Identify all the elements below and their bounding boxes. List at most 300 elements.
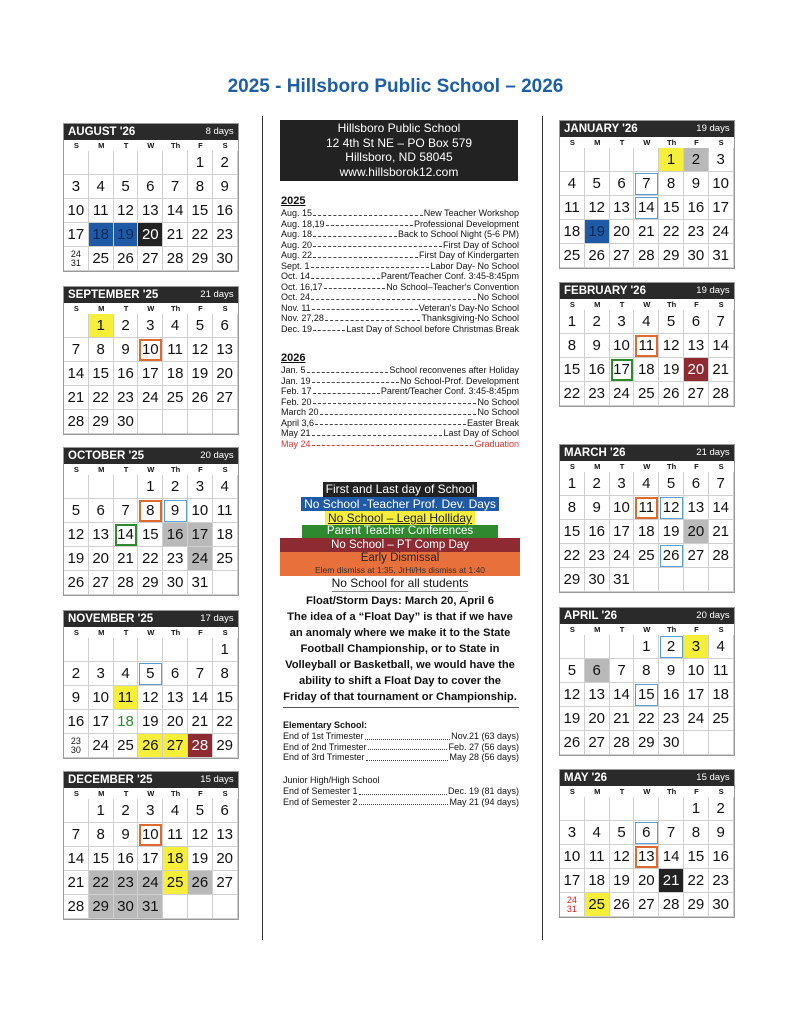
day-cell[interactable]: 6 xyxy=(684,472,709,496)
day-cell[interactable]: 16 xyxy=(585,520,610,544)
day-cell[interactable]: 26 xyxy=(188,386,213,410)
day-cell[interactable]: 22 xyxy=(659,220,684,244)
day-cell[interactable]: 22 xyxy=(89,871,114,895)
day-cell[interactable]: 21 xyxy=(188,710,213,734)
day-cell[interactable]: 2 xyxy=(114,799,139,823)
day-cell[interactable] xyxy=(138,410,163,434)
day-cell[interactable]: 11 xyxy=(89,199,114,223)
day-cell[interactable] xyxy=(114,151,139,175)
day-cell[interactable]: 7 xyxy=(709,310,734,334)
day-cell[interactable]: 4 xyxy=(213,475,238,499)
day-cell[interactable]: 14 xyxy=(659,845,684,869)
day-cell[interactable]: 3 xyxy=(560,821,585,845)
day-cell[interactable]: 5 xyxy=(138,662,163,686)
day-cell[interactable]: 10 xyxy=(709,172,734,196)
day-cell[interactable]: 31 xyxy=(709,244,734,268)
day-cell[interactable]: 6 xyxy=(213,314,238,338)
day-cell[interactable]: 16 xyxy=(659,683,684,707)
day-cell[interactable]: 21 xyxy=(114,547,139,571)
day-cell[interactable]: 28 xyxy=(64,895,89,919)
day-cell[interactable]: 6 xyxy=(634,821,659,845)
day-cell[interactable]: 23 xyxy=(213,223,238,247)
day-cell[interactable]: 13 xyxy=(684,334,709,358)
day-cell[interactable]: 7 xyxy=(634,172,659,196)
day-cell[interactable]: 17 xyxy=(188,523,213,547)
day-cell[interactable]: 19 xyxy=(659,358,684,382)
day-cell[interactable]: 12 xyxy=(585,196,610,220)
day-cell[interactable]: 14 xyxy=(64,847,89,871)
day-cell[interactable]: 5 xyxy=(560,659,585,683)
day-cell[interactable]: 29 xyxy=(188,247,213,271)
day-cell[interactable]: 18 xyxy=(163,847,188,871)
day-cell[interactable]: 10 xyxy=(138,338,163,362)
day-cell[interactable]: 2 xyxy=(709,797,734,821)
day-cell[interactable]: 20 xyxy=(89,547,114,571)
day-cell[interactable] xyxy=(659,568,684,592)
day-cell[interactable]: 12 xyxy=(64,523,89,547)
day-cell[interactable]: 12 xyxy=(188,823,213,847)
day-cell[interactable] xyxy=(138,638,163,662)
day-cell[interactable]: 30 xyxy=(163,571,188,595)
day-cell[interactable]: 3 xyxy=(684,635,709,659)
day-cell[interactable]: 11 xyxy=(709,659,734,683)
day-cell[interactable]: 6 xyxy=(89,499,114,523)
day-cell[interactable]: 19 xyxy=(560,707,585,731)
day-cell[interactable]: 27 xyxy=(213,871,238,895)
day-cell[interactable]: 7 xyxy=(188,662,213,686)
day-cell[interactable]: 4 xyxy=(709,635,734,659)
day-cell[interactable]: 17 xyxy=(138,847,163,871)
day-cell[interactable]: 26 xyxy=(610,893,635,917)
day-cell[interactable]: 4 xyxy=(634,472,659,496)
day-cell[interactable]: 1 xyxy=(188,151,213,175)
day-cell[interactable]: 6 xyxy=(585,659,610,683)
day-cell[interactable] xyxy=(64,799,89,823)
day-cell[interactable]: 30 xyxy=(114,895,139,919)
day-cell[interactable]: 23 xyxy=(114,871,139,895)
day-cell[interactable]: 19 xyxy=(659,520,684,544)
day-cell[interactable]: 1 xyxy=(89,799,114,823)
day-cell[interactable]: 24 xyxy=(138,871,163,895)
day-cell[interactable]: 9 xyxy=(659,659,684,683)
day-cell[interactable]: 14 xyxy=(114,523,139,547)
day-cell[interactable]: 29 xyxy=(560,568,585,592)
day-cell[interactable]: 24 31 xyxy=(64,247,89,271)
day-cell[interactable] xyxy=(114,638,139,662)
day-cell[interactable]: 5 xyxy=(585,172,610,196)
day-cell[interactable]: 16 xyxy=(585,358,610,382)
day-cell[interactable]: 9 xyxy=(709,821,734,845)
day-cell[interactable]: 24 xyxy=(610,382,635,406)
day-cell[interactable]: 31 xyxy=(610,568,635,592)
day-cell[interactable]: 26 xyxy=(659,544,684,568)
day-cell[interactable]: 3 xyxy=(188,475,213,499)
day-cell[interactable]: 10 xyxy=(684,659,709,683)
day-cell[interactable] xyxy=(659,797,684,821)
day-cell[interactable] xyxy=(213,895,238,919)
day-cell[interactable]: 2 xyxy=(163,475,188,499)
day-cell[interactable]: 10 xyxy=(560,845,585,869)
day-cell[interactable]: 21 xyxy=(709,358,734,382)
day-cell[interactable]: 7 xyxy=(610,659,635,683)
day-cell[interactable] xyxy=(114,475,139,499)
day-cell[interactable] xyxy=(634,148,659,172)
day-cell[interactable] xyxy=(560,148,585,172)
day-cell[interactable]: 1 xyxy=(560,472,585,496)
day-cell[interactable]: 4 xyxy=(163,314,188,338)
day-cell[interactable]: 23 xyxy=(709,869,734,893)
day-cell[interactable]: 28 xyxy=(188,734,213,758)
day-cell[interactable]: 16 xyxy=(684,196,709,220)
day-cell[interactable]: 28 xyxy=(709,544,734,568)
day-cell[interactable]: 13 xyxy=(138,199,163,223)
day-cell[interactable]: 18 xyxy=(560,220,585,244)
day-cell[interactable] xyxy=(709,731,734,755)
day-cell[interactable]: 29 xyxy=(634,731,659,755)
day-cell[interactable]: 4 xyxy=(634,310,659,334)
day-cell[interactable]: 3 xyxy=(610,472,635,496)
day-cell[interactable]: 21 xyxy=(659,869,684,893)
day-cell[interactable]: 17 xyxy=(610,358,635,382)
day-cell[interactable]: 26 xyxy=(138,734,163,758)
day-cell[interactable]: 21 xyxy=(610,707,635,731)
day-cell[interactable]: 13 xyxy=(585,683,610,707)
day-cell[interactable] xyxy=(89,151,114,175)
day-cell[interactable]: 13 xyxy=(634,845,659,869)
day-cell[interactable]: 1 xyxy=(560,310,585,334)
day-cell[interactable]: 18 xyxy=(163,362,188,386)
day-cell[interactable]: 16 xyxy=(213,199,238,223)
day-cell[interactable] xyxy=(634,797,659,821)
day-cell[interactable]: 29 xyxy=(89,895,114,919)
day-cell[interactable] xyxy=(163,638,188,662)
day-cell[interactable]: 25 xyxy=(163,871,188,895)
day-cell[interactable]: 21 xyxy=(163,223,188,247)
day-cell[interactable]: 23 xyxy=(585,544,610,568)
day-cell[interactable]: 6 xyxy=(684,310,709,334)
day-cell[interactable]: 17 xyxy=(138,362,163,386)
day-cell[interactable]: 20 xyxy=(585,707,610,731)
day-cell[interactable]: 25 xyxy=(163,386,188,410)
day-cell[interactable] xyxy=(684,568,709,592)
day-cell[interactable]: 14 xyxy=(163,199,188,223)
day-cell[interactable]: 3 xyxy=(709,148,734,172)
day-cell[interactable]: 21 xyxy=(64,386,89,410)
day-cell[interactable]: 14 xyxy=(709,496,734,520)
day-cell[interactable]: 12 xyxy=(659,334,684,358)
day-cell[interactable]: 30 xyxy=(709,893,734,917)
day-cell[interactable]: 22 xyxy=(560,544,585,568)
day-cell[interactable]: 16 xyxy=(114,362,139,386)
day-cell[interactable]: 15 xyxy=(89,847,114,871)
day-cell[interactable]: 15 xyxy=(684,845,709,869)
day-cell[interactable]: 16 xyxy=(114,847,139,871)
day-cell[interactable]: 13 xyxy=(163,686,188,710)
day-cell[interactable]: 20 xyxy=(684,520,709,544)
day-cell[interactable]: 30 xyxy=(213,247,238,271)
day-cell[interactable] xyxy=(64,151,89,175)
day-cell[interactable]: 16 xyxy=(709,845,734,869)
day-cell[interactable]: 11 xyxy=(634,496,659,520)
day-cell[interactable]: 11 xyxy=(585,845,610,869)
day-cell[interactable]: 25 xyxy=(634,544,659,568)
day-cell[interactable]: 9 xyxy=(684,172,709,196)
day-cell[interactable]: 8 xyxy=(89,338,114,362)
day-cell[interactable]: 20 xyxy=(213,362,238,386)
day-cell[interactable] xyxy=(163,410,188,434)
day-cell[interactable]: 25 xyxy=(709,707,734,731)
day-cell[interactable]: 2 xyxy=(585,310,610,334)
day-cell[interactable]: 4 xyxy=(163,799,188,823)
day-cell[interactable]: 30 xyxy=(659,731,684,755)
day-cell[interactable]: 22 xyxy=(560,382,585,406)
day-cell[interactable]: 5 xyxy=(188,799,213,823)
day-cell[interactable]: 12 xyxy=(188,338,213,362)
day-cell[interactable]: 22 xyxy=(89,386,114,410)
day-cell[interactable]: 19 xyxy=(585,220,610,244)
day-cell[interactable]: 17 xyxy=(560,869,585,893)
day-cell[interactable]: 25 xyxy=(213,547,238,571)
day-cell[interactable] xyxy=(213,410,238,434)
day-cell[interactable]: 20 xyxy=(163,710,188,734)
day-cell[interactable]: 5 xyxy=(188,314,213,338)
day-cell[interactable]: 23 xyxy=(684,220,709,244)
day-cell[interactable]: 15 xyxy=(213,686,238,710)
day-cell[interactable]: 22 xyxy=(684,869,709,893)
day-cell[interactable]: 9 xyxy=(64,686,89,710)
day-cell[interactable]: 5 xyxy=(659,310,684,334)
day-cell[interactable]: 23 30 xyxy=(64,734,89,758)
day-cell[interactable]: 17 xyxy=(89,710,114,734)
day-cell[interactable]: 15 xyxy=(89,362,114,386)
school-website[interactable]: www.hillsborok12.com xyxy=(339,164,459,179)
day-cell[interactable]: 4 xyxy=(114,662,139,686)
day-cell[interactable]: 18 xyxy=(634,520,659,544)
day-cell[interactable]: 5 xyxy=(659,472,684,496)
day-cell[interactable]: 19 xyxy=(188,847,213,871)
day-cell[interactable]: 24 xyxy=(610,544,635,568)
day-cell[interactable]: 10 xyxy=(610,334,635,358)
day-cell[interactable]: 3 xyxy=(89,662,114,686)
day-cell[interactable]: 11 xyxy=(163,338,188,362)
day-cell[interactable]: 2 xyxy=(213,151,238,175)
day-cell[interactable]: 26 xyxy=(659,382,684,406)
day-cell[interactable]: 4 xyxy=(585,821,610,845)
day-cell[interactable]: 24 31 xyxy=(560,893,585,917)
day-cell[interactable]: 13 xyxy=(610,196,635,220)
day-cell[interactable]: 26 xyxy=(560,731,585,755)
day-cell[interactable]: 29 xyxy=(684,893,709,917)
day-cell[interactable] xyxy=(163,151,188,175)
day-cell[interactable]: 26 xyxy=(64,571,89,595)
day-cell[interactable]: 14 xyxy=(634,196,659,220)
day-cell[interactable]: 26 xyxy=(114,247,139,271)
day-cell[interactable]: 7 xyxy=(163,175,188,199)
day-cell[interactable] xyxy=(684,731,709,755)
day-cell[interactable] xyxy=(64,314,89,338)
day-cell[interactable]: 26 xyxy=(188,871,213,895)
day-cell[interactable]: 21 xyxy=(634,220,659,244)
day-cell[interactable]: 10 xyxy=(89,686,114,710)
day-cell[interactable] xyxy=(634,568,659,592)
day-cell[interactable]: 18 xyxy=(213,523,238,547)
day-cell[interactable] xyxy=(188,638,213,662)
day-cell[interactable]: 30 xyxy=(114,410,139,434)
day-cell[interactable]: 12 xyxy=(114,199,139,223)
day-cell[interactable]: 27 xyxy=(684,382,709,406)
day-cell[interactable]: 2 xyxy=(64,662,89,686)
day-cell[interactable] xyxy=(585,635,610,659)
day-cell[interactable] xyxy=(560,797,585,821)
day-cell[interactable]: 27 xyxy=(585,731,610,755)
day-cell[interactable]: 25 xyxy=(114,734,139,758)
day-cell[interactable]: 20 xyxy=(213,847,238,871)
day-cell[interactable]: 27 xyxy=(163,734,188,758)
day-cell[interactable]: 18 xyxy=(114,710,139,734)
day-cell[interactable] xyxy=(188,410,213,434)
day-cell[interactable]: 22 xyxy=(213,710,238,734)
day-cell[interactable]: 10 xyxy=(64,199,89,223)
day-cell[interactable] xyxy=(585,797,610,821)
day-cell[interactable]: 27 xyxy=(138,247,163,271)
day-cell[interactable]: 15 xyxy=(560,520,585,544)
day-cell[interactable]: 26 xyxy=(585,244,610,268)
day-cell[interactable]: 4 xyxy=(560,172,585,196)
day-cell[interactable]: 27 xyxy=(213,386,238,410)
day-cell[interactable]: 1 xyxy=(89,314,114,338)
day-cell[interactable]: 8 xyxy=(188,175,213,199)
day-cell[interactable]: 7 xyxy=(64,338,89,362)
day-cell[interactable]: 8 xyxy=(560,334,585,358)
day-cell[interactable]: 28 xyxy=(114,571,139,595)
day-cell[interactable]: 7 xyxy=(709,472,734,496)
day-cell[interactable]: 1 xyxy=(659,148,684,172)
day-cell[interactable]: 22 xyxy=(188,223,213,247)
day-cell[interactable]: 24 xyxy=(138,386,163,410)
day-cell[interactable]: 9 xyxy=(585,496,610,520)
day-cell[interactable]: 6 xyxy=(138,175,163,199)
day-cell[interactable]: 15 xyxy=(560,358,585,382)
day-cell[interactable]: 23 xyxy=(585,382,610,406)
day-cell[interactable]: 13 xyxy=(213,338,238,362)
day-cell[interactable]: 14 xyxy=(610,683,635,707)
day-cell[interactable]: 23 xyxy=(659,707,684,731)
day-cell[interactable] xyxy=(89,475,114,499)
day-cell[interactable]: 18 xyxy=(585,869,610,893)
day-cell[interactable]: 8 xyxy=(634,659,659,683)
day-cell[interactable]: 15 xyxy=(188,199,213,223)
day-cell[interactable]: 13 xyxy=(684,496,709,520)
day-cell[interactable] xyxy=(610,797,635,821)
day-cell[interactable]: 13 xyxy=(89,523,114,547)
day-cell[interactable]: 16 xyxy=(64,710,89,734)
day-cell[interactable]: 7 xyxy=(659,821,684,845)
day-cell[interactable] xyxy=(64,475,89,499)
day-cell[interactable]: 22 xyxy=(138,547,163,571)
day-cell[interactable]: 28 xyxy=(64,410,89,434)
day-cell[interactable]: 27 xyxy=(610,244,635,268)
day-cell[interactable]: 5 xyxy=(64,499,89,523)
day-cell[interactable]: 30 xyxy=(684,244,709,268)
day-cell[interactable]: 1 xyxy=(138,475,163,499)
day-cell[interactable]: 25 xyxy=(89,247,114,271)
day-cell[interactable]: 2 xyxy=(114,314,139,338)
day-cell[interactable]: 8 xyxy=(89,823,114,847)
day-cell[interactable]: 15 xyxy=(634,683,659,707)
day-cell[interactable]: 8 xyxy=(659,172,684,196)
day-cell[interactable]: 8 xyxy=(560,496,585,520)
day-cell[interactable]: 6 xyxy=(163,662,188,686)
day-cell[interactable]: 9 xyxy=(213,175,238,199)
day-cell[interactable]: 20 xyxy=(634,869,659,893)
day-cell[interactable]: 17 xyxy=(610,520,635,544)
day-cell[interactable]: 31 xyxy=(138,895,163,919)
day-cell[interactable] xyxy=(610,148,635,172)
day-cell[interactable]: 10 xyxy=(610,496,635,520)
day-cell[interactable]: 28 xyxy=(610,731,635,755)
day-cell[interactable]: 19 xyxy=(64,547,89,571)
day-cell[interactable]: 15 xyxy=(659,196,684,220)
day-cell[interactable]: 5 xyxy=(610,821,635,845)
day-cell[interactable]: 12 xyxy=(610,845,635,869)
day-cell[interactable]: 29 xyxy=(659,244,684,268)
day-cell[interactable]: 24 xyxy=(684,707,709,731)
day-cell[interactable]: 28 xyxy=(634,244,659,268)
day-cell[interactable]: 14 xyxy=(188,686,213,710)
day-cell[interactable]: 19 xyxy=(114,223,139,247)
day-cell[interactable] xyxy=(138,151,163,175)
day-cell[interactable]: 23 xyxy=(114,386,139,410)
day-cell[interactable]: 14 xyxy=(64,362,89,386)
day-cell[interactable]: 24 xyxy=(188,547,213,571)
day-cell[interactable]: 10 xyxy=(188,499,213,523)
day-cell[interactable]: 15 xyxy=(138,523,163,547)
day-cell[interactable]: 11 xyxy=(213,499,238,523)
day-cell[interactable]: 20 xyxy=(610,220,635,244)
day-cell[interactable]: 2 xyxy=(684,148,709,172)
day-cell[interactable]: 19 xyxy=(610,869,635,893)
day-cell[interactable]: 4 xyxy=(89,175,114,199)
day-cell[interactable]: 19 xyxy=(138,710,163,734)
day-cell[interactable]: 29 xyxy=(138,571,163,595)
day-cell[interactable]: 7 xyxy=(64,823,89,847)
day-cell[interactable]: 20 xyxy=(138,223,163,247)
day-cell[interactable]: 6 xyxy=(213,799,238,823)
day-cell[interactable] xyxy=(585,148,610,172)
day-cell[interactable] xyxy=(213,571,238,595)
day-cell[interactable]: 6 xyxy=(610,172,635,196)
day-cell[interactable]: 1 xyxy=(213,638,238,662)
day-cell[interactable]: 3 xyxy=(138,314,163,338)
day-cell[interactable] xyxy=(89,638,114,662)
day-cell[interactable]: 25 xyxy=(634,382,659,406)
day-cell[interactable]: 21 xyxy=(64,871,89,895)
day-cell[interactable]: 21 xyxy=(709,520,734,544)
day-cell[interactable]: 30 xyxy=(585,568,610,592)
day-cell[interactable]: 12 xyxy=(560,683,585,707)
day-cell[interactable]: 11 xyxy=(560,196,585,220)
day-cell[interactable]: 9 xyxy=(114,338,139,362)
day-cell[interactable]: 3 xyxy=(138,799,163,823)
day-cell[interactable]: 22 xyxy=(634,707,659,731)
day-cell[interactable]: 11 xyxy=(163,823,188,847)
day-cell[interactable]: 13 xyxy=(213,823,238,847)
day-cell[interactable]: 11 xyxy=(634,334,659,358)
day-cell[interactable]: 27 xyxy=(89,571,114,595)
day-cell[interactable] xyxy=(560,635,585,659)
day-cell[interactable]: 29 xyxy=(89,410,114,434)
day-cell[interactable]: 12 xyxy=(138,686,163,710)
